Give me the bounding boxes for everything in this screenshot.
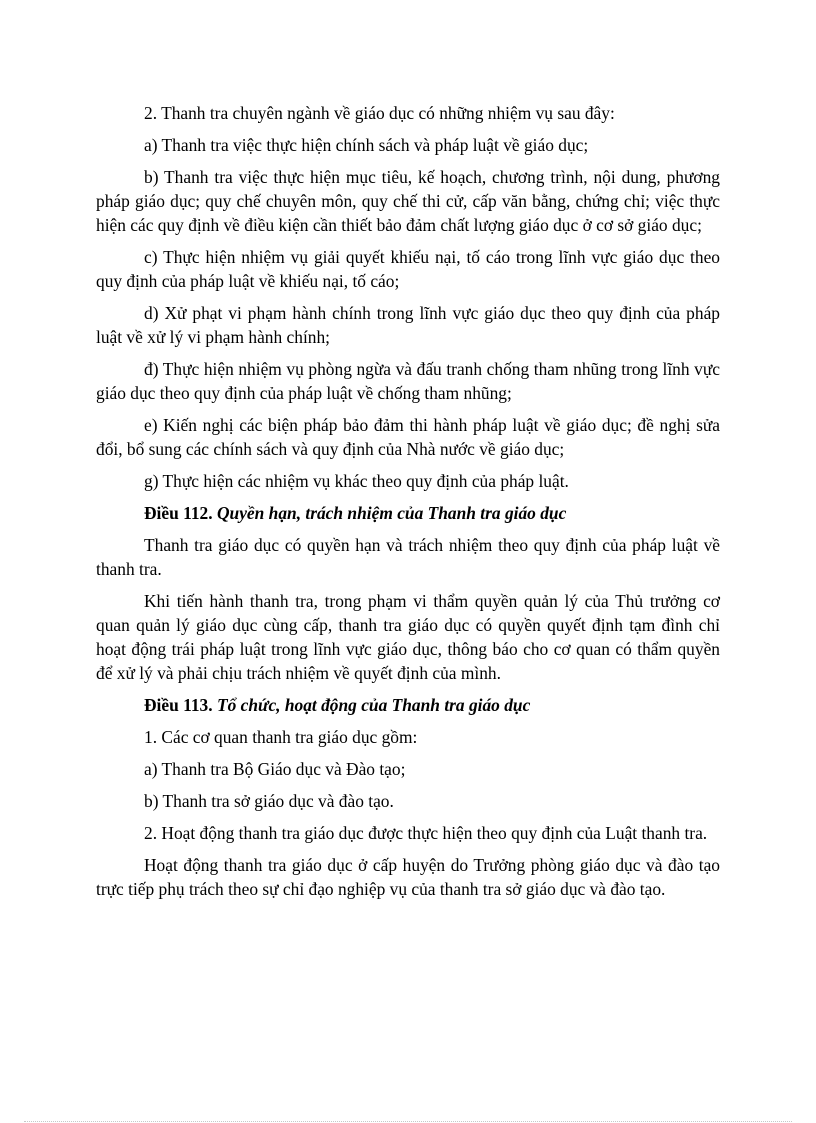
article-113-item-b: b) Thanh tra sở giáo dục và đào tạo. bbox=[144, 791, 394, 811]
paragraph-duty-d: d) Xử phạt vi phạm hành chính trong lĩnh vực giáo dục theo quy định của pháp luật về xử lý vi phạm hành chính; bbox=[96, 303, 720, 347]
article-113-paragraph-3: Hoạt động thanh tra giáo dục ở cấp huyện do Trưởng phòng giáo dục và đào tạo trực tiếp phụ trách theo sự chỉ đạo nghiệp vụ của thanh tra sở giáo dục và đào tạo. bbox=[96, 855, 720, 899]
paragraph-duty-e: e) Kiến nghị các biện pháp bảo đảm thi hành pháp luật về giáo dục; đề nghị sửa đổi, bổ sung các chính sách và quy định của Nhà nước về giáo dục; bbox=[96, 415, 720, 459]
article-112-heading bbox=[96, 501, 720, 525]
paragraph-duty-g: g) Thực hiện các nhiệm vụ khác theo quy định của pháp luật. bbox=[144, 471, 569, 491]
page-bottom-divider bbox=[24, 1121, 792, 1122]
paragraph-inspection-duties-intro: 2. Thanh tra chuyên ngành về giáo dục có những nhiệm vụ sau đây: bbox=[144, 103, 615, 123]
paragraph-duty-a: a) Thanh tra việc thực hiện chính sách và pháp luật về giáo dục; bbox=[144, 135, 589, 155]
article-112-title: Quyền hạn, trách nhiệm của Thanh tra giáo dục bbox=[216, 503, 567, 523]
paragraph-duty-c: c) Thực hiện nhiệm vụ giải quyết khiếu nại, tố cáo trong lĩnh vực giáo dục theo quy định của pháp luật về khiếu nại, tố cáo; bbox=[96, 247, 720, 291]
article-112-paragraph-1: Thanh tra giáo dục có quyền hạn và trách nhiệm theo quy định của pháp luật về thanh tra. bbox=[96, 535, 720, 579]
article-113-paragraph-1: 1. Các cơ quan thanh tra giáo dục gồm: bbox=[144, 727, 418, 747]
article-112-paragraph-2: Khi tiến hành thanh tra, trong phạm vi thẩm quyền quản lý của Thủ trưởng cơ quan quản lý giáo dục cùng cấp, thanh tra giáo dục có quyền quyết định tạm đình chỉ hoạt động trái pháp luật trong lĩnh vực giáo dục, thông báo cho cơ quan có thẩm quyền để xử lý và phải chịu trách nhiệm về quyết định của mình. bbox=[96, 591, 720, 683]
article-112-number: Điều 112. bbox=[144, 503, 213, 523]
article-113-heading bbox=[96, 693, 720, 717]
article-113-item-a: a) Thanh tra Bộ Giáo dục và Đào tạo; bbox=[144, 759, 406, 779]
paragraph-duty-dd: đ) Thực hiện nhiệm vụ phòng ngừa và đấu tranh chống tham nhũng trong lĩnh vực giáo dục theo quy định của pháp luật về chống tham nhũng; bbox=[96, 359, 720, 403]
article-113-number: Điều 113. bbox=[144, 695, 213, 715]
article-113-paragraph-2: 2. Hoạt động thanh tra giáo dục được thực hiện theo quy định của Luật thanh tra. bbox=[144, 823, 708, 843]
paragraph-duty-b: b) Thanh tra việc thực hiện mục tiêu, kế hoạch, chương trình, nội dung, phương pháp giáo dục; quy chế chuyên môn, quy chế thi cử, cấp văn bằng, chứng chỉ; việc thực hiện các quy định về điều kiện cần thiết bảo đảm chất lượng giáo dục ở cơ sở giáo dục; bbox=[96, 167, 720, 235]
document-body bbox=[96, 101, 720, 909]
article-113-title: Tổ chức, hoạt động của Thanh tra giáo dục bbox=[216, 695, 531, 715]
